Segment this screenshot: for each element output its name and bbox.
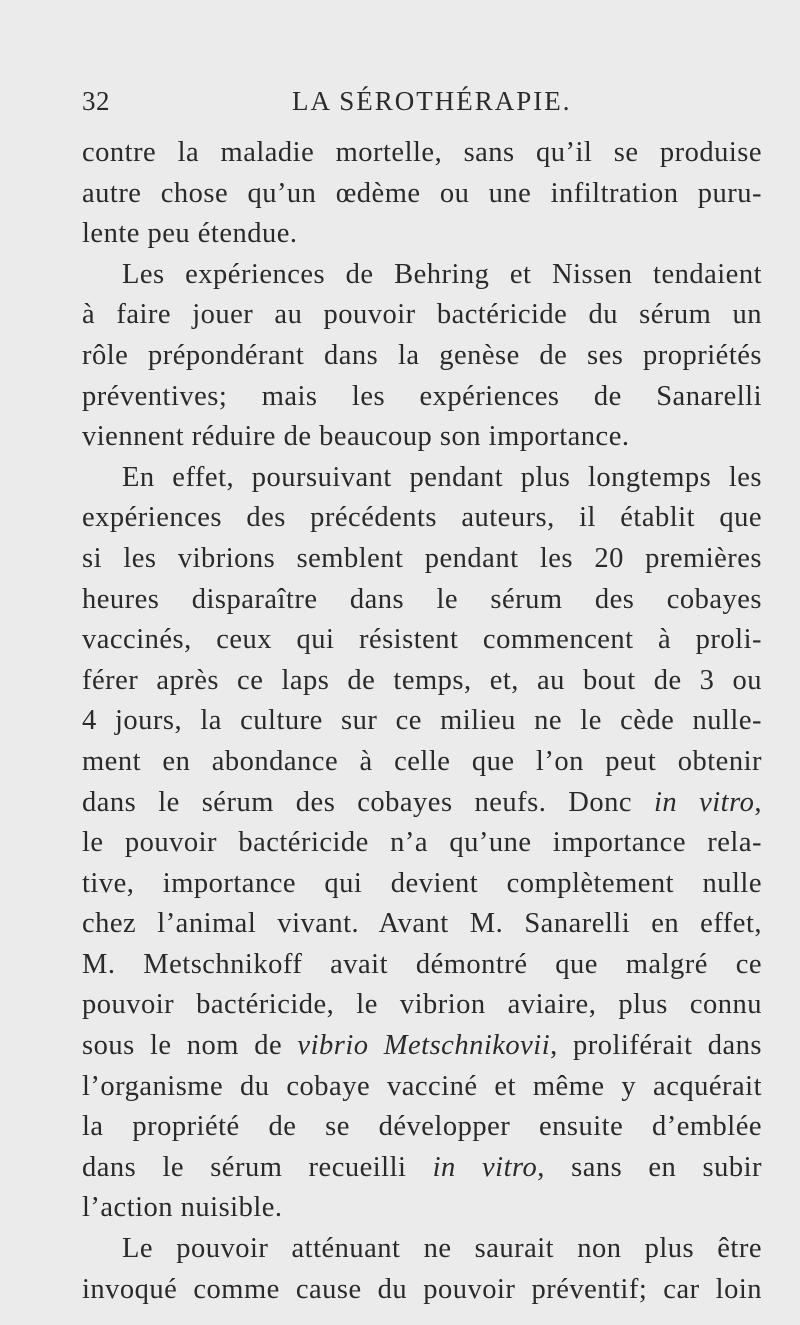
text-segment: rôle prépondérant dans la genèse de ses propriétés bbox=[82, 339, 762, 371]
text-line bbox=[82, 1188, 762, 1229]
text-line bbox=[82, 1026, 762, 1067]
text-segment: le pouvoir bactéricide n’a qu’une importance rela- bbox=[82, 827, 762, 859]
body-text bbox=[82, 133, 762, 1310]
text-line bbox=[82, 1067, 762, 1108]
italic-text: vibrio Metschnikovii bbox=[297, 1030, 551, 1062]
text-line bbox=[82, 783, 762, 824]
text-line bbox=[82, 904, 762, 945]
italic-text: in vitro bbox=[432, 1151, 538, 1183]
text-segment: lente peu étendue. bbox=[82, 218, 298, 250]
text-line bbox=[82, 498, 762, 539]
italic-text: in vitro bbox=[653, 786, 755, 818]
text-line bbox=[82, 255, 762, 296]
text-line bbox=[82, 620, 762, 661]
text-line bbox=[82, 945, 762, 986]
text-line bbox=[82, 580, 762, 621]
page-header bbox=[82, 86, 762, 126]
text-segment: chez l’animal vivant. Avant M. Sanarelli en effet, bbox=[82, 908, 762, 940]
text-segment: dans le sérum recueilli bbox=[82, 1151, 433, 1183]
text-segment: , bbox=[754, 786, 762, 818]
text-segment: Le pouvoir atténuant ne saurait non plus être bbox=[122, 1233, 762, 1265]
text-line bbox=[82, 864, 762, 905]
text-line bbox=[82, 295, 762, 336]
text-line bbox=[82, 1148, 762, 1189]
text-segment: la propriété de se développer ensuite d’emblée bbox=[82, 1111, 762, 1143]
page-number: 32 bbox=[82, 86, 110, 116]
text-line bbox=[82, 1229, 762, 1270]
text-line bbox=[82, 1107, 762, 1148]
text-segment: 4 jours, la culture sur ce milieu ne le cède nulle- bbox=[82, 705, 762, 737]
text-segment: l’action nuisible. bbox=[82, 1192, 283, 1224]
text-segment: Les expériences de Behring et Nissen tendaient bbox=[122, 258, 762, 290]
text-line bbox=[82, 174, 762, 215]
text-segment: heures disparaître dans le sérum des cobayes bbox=[82, 583, 762, 615]
text-segment: vaccinés, ceux qui résistent commencent à proli- bbox=[82, 624, 762, 656]
text-line bbox=[82, 417, 762, 458]
text-line bbox=[82, 214, 762, 255]
text-segment: dans le sérum des cobayes neufs. Donc bbox=[82, 786, 654, 818]
text-segment: préventives; mais les expériences de Sanarelli bbox=[82, 380, 762, 412]
text-segment: M. Metschnikoff avait démontré que malgré ce bbox=[82, 948, 762, 980]
text-segment: ment en abondance à celle que l’on peut obtenir bbox=[82, 745, 762, 777]
text-segment: En effet, poursuivant pendant plus longtemps les bbox=[122, 461, 762, 493]
text-segment: viennent réduire de beaucoup son importance. bbox=[82, 421, 630, 453]
text-line bbox=[82, 336, 762, 377]
text-segment: l’organisme du cobaye vacciné et même y acquérait bbox=[82, 1070, 762, 1102]
text-line bbox=[82, 661, 762, 702]
text-segment: , proliférait dans bbox=[550, 1030, 762, 1062]
running-title: LA SÉROTHÉRAPIE. bbox=[292, 86, 572, 116]
text-line bbox=[82, 1270, 762, 1311]
text-line bbox=[82, 539, 762, 580]
text-segment: tive, importance qui devient complètement nulle bbox=[82, 867, 762, 899]
text-line bbox=[82, 458, 762, 499]
text-segment: si les vibrions semblent pendant les 20 premières bbox=[82, 542, 762, 574]
text-segment: expériences des précédents auteurs, il établit que bbox=[82, 502, 762, 534]
text-segment: férer après ce laps de temps, et, au bout de 3 ou bbox=[82, 664, 762, 696]
text-segment: invoqué comme cause du pouvoir préventif; car loin bbox=[82, 1273, 762, 1305]
text-segment: contre la maladie mortelle, sans qu’il se produise bbox=[82, 137, 762, 168]
text-line bbox=[82, 742, 762, 783]
text-segment: sous le nom de bbox=[82, 1030, 298, 1062]
text-line bbox=[82, 377, 762, 418]
text-line bbox=[82, 701, 762, 742]
text-line bbox=[82, 985, 762, 1026]
text-segment: autre chose qu’un œdème ou une infiltration puru- bbox=[82, 177, 762, 209]
text-line bbox=[82, 133, 762, 174]
text-segment: , sans en subir bbox=[537, 1151, 762, 1183]
text-line bbox=[82, 823, 762, 864]
text-segment: pouvoir bactéricide, le vibrion aviaire, plus connu bbox=[82, 989, 762, 1021]
text-segment: à faire jouer au pouvoir bactéricide du sérum un bbox=[82, 299, 762, 331]
